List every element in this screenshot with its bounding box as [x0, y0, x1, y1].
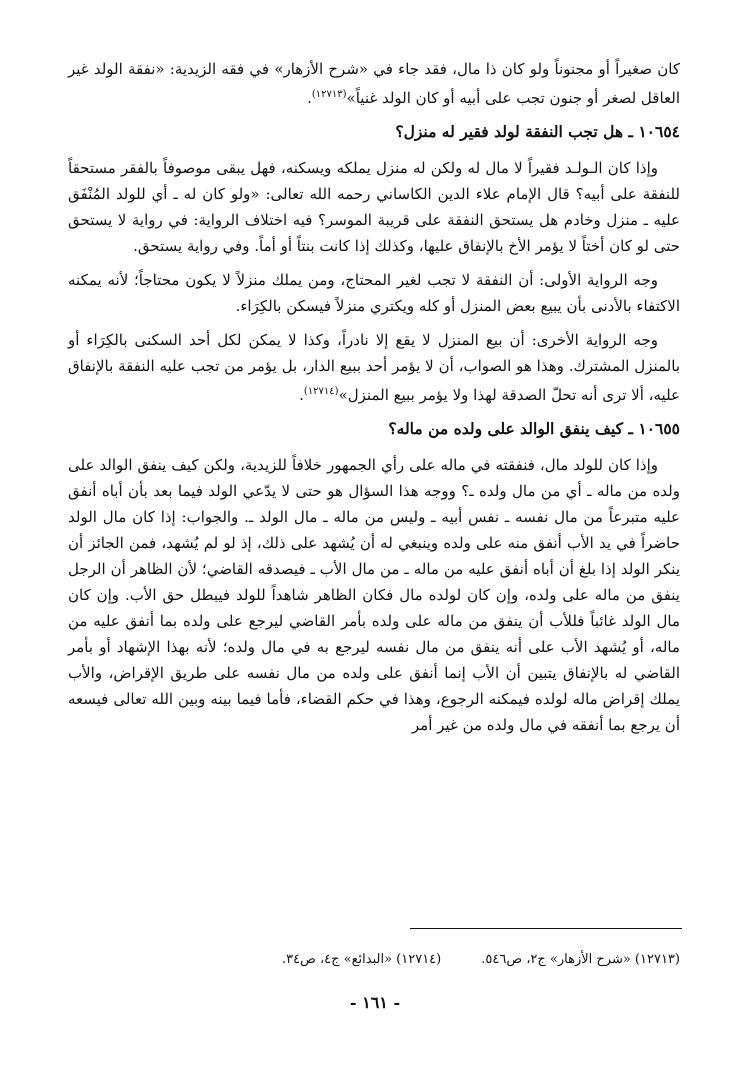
section-heading: ١٠٦٥٤ ـ هل تجب النفقة لولد فقير له منزل؟	[395, 122, 680, 141]
footnote: (١٢٧١٤) «البدائع» ج٤، ص٣٤.	[282, 952, 442, 967]
body-text	[68, 56, 680, 746]
footnote-divider	[410, 928, 682, 929]
paragraph-text: وجه الرواية الأخرى: أن بيع المنزل لا يقع إلا نادراً، وكذا لا يمكن لكل أحد السكنى بالكِرَاء أو بالمنزل المشترك. وهذا هو الصواب، أن لا يؤمر أحد ببيع الدار، بل يؤمر من تجب عليه النفقة بالإنفاق عليه، ألا ترى أنه تحلّ الصدقة لهذا ولا يؤمر ببيع المنزل»	[68, 331, 680, 404]
paragraph-text: كان صغيراً أو مجنوناً ولو كان ذا مال، فقد جاء في «شرح الأزهار» في فقه الزيدية: «نفقة الولد غير العاقل لصغر أو جنون تجب على أبيه أو كان الولد غنياً»	[68, 60, 680, 107]
paragraph: وإذا كان للولد مال، فنفقته في ماله على رأي الجمهور خلافاً للزيدية، ولكن كيف ينفق الوالد على ولده من ماله ـ أي من مال ولده ـ؟ ووجه هذا السؤال هو حتى لا يدّعي الولد فيما بعد بأن أباه أنفق عليه متبرعاً من مال نفسه ـ نفس أبيه ـ وليس من ماله ـ مال الولد ـ. والجواب: إذا كان مال الولد حاضراً في يد الأب أنفق منه على ولده وينبغي له أن يُشهد على ذلك، إذ لو لم يُشهد، فمن الجائز أن ينكر الولد إذا بلغ أن أباه أنفق عليه من ماله ـ من مال الأب ـ فيصدقه القاضي؛ لأن الظاهر أن الرجل ينفق من ماله على ولده، وإن كان لولده مال فكان الظاهر شاهداً للولد فيبطل حق الأب. وإن كان مال الولد غائباً فللأب أن ينفق من ماله على ولده بأمر القاضي ليرجع على ولده بما أنفق عليه من ماله، أو يُشهد الأب على أنه ينفق من مال نفسه ليرجع به في مال ولده؛ لأنه بهذا الإشهاد أو بأمر القاضي له بالإنفاق يتبين أن الأب إنما أنفق على ولده من مال نفسه على طريق الإقراض، والأب يملك إقراض ماله لولده فيمكنه الرجوع، وهذا في حكم القضاء، فأما فيما بينه وبين الله تعالى فيسعه أن يرجع بما أنفقه في مال ولده من غير أمر	[68, 456, 680, 734]
page-number: - ١٦١ -	[349, 993, 401, 1012]
footnote-ref: (١٢٧١٣)	[311, 89, 347, 100]
paragraph	[68, 327, 680, 408]
paragraph	[68, 56, 680, 111]
section-heading: ١٠٦٥٥ ـ كيف ينفق الوالد على ولده من ماله؟	[388, 419, 680, 438]
footnote-ref: (١٢٧١٤)	[303, 386, 339, 397]
footnote: (١٢٧١٣) «شرح الأزهار» ج٢، ص٥٤٦.	[481, 952, 680, 967]
paragraph: وإذا كان الـولـد فقيراً لا مال له ولكن له منزل يملكه ويسكنه، فهل يبقى موصوفاً بالفقر مستحقاً للنفقة على أبيه؟ قال الإمام علاء الدين الكاساني رحمه الله تعالى: «ولو كان له ـ أي للولد المُنْفَق عليه ـ منزل وخادم هل يستحق النفقة على قريبة الموسر؟ فيه اختلاف الرواية: في رواية لا يستحق حتى لو كان أختاً لا يؤمر الأخ بالإنفاق عليها، وكذلك إذا كانت بنتاً أو أماً. وفي رواية يستحق.	[68, 159, 680, 255]
paragraph-tail: .	[307, 89, 312, 107]
paragraph: وجه الرواية الأولى: أن النفقة لا تجب لغير المحتاج، ومن يملك منزلاً لا يكون محتاجاً؛ لأنه يمكنه الاكتفاء بالأدنى بأن يبيع بعض المنزل أو كله ويكتري منزلاً فيسكن بالكِرَاء.	[68, 271, 680, 315]
paragraph-tail: .	[299, 386, 304, 404]
footnotes	[68, 952, 680, 967]
